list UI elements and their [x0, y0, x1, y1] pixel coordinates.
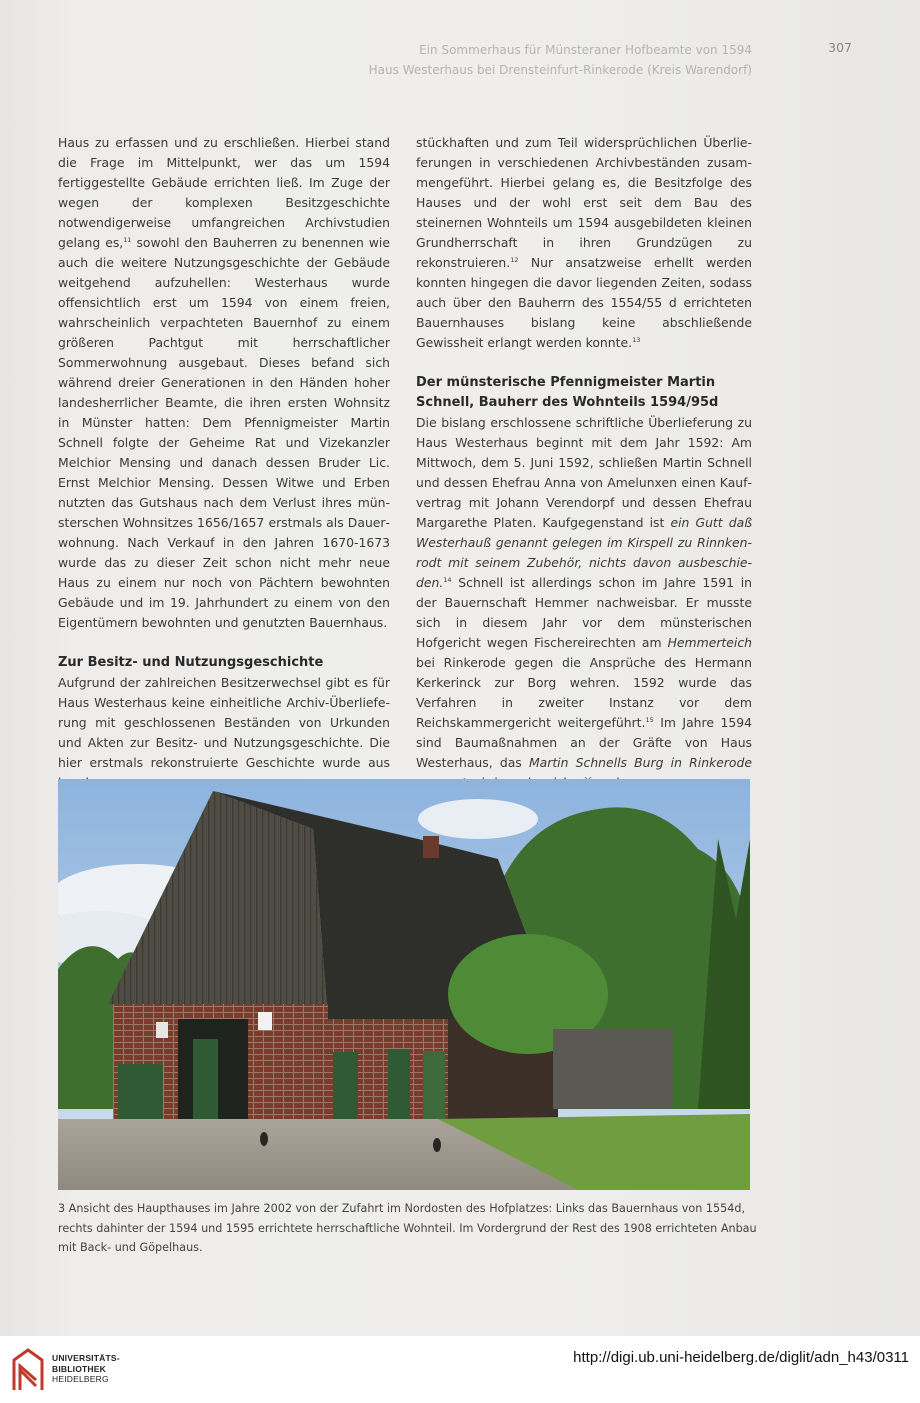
- figure-caption: 3 Ansicht des Haupthauses im Jahre 2002 von der Zufahrt im Nordosten des Hofplatzes: Links das Bauernhaus von 1554d, rechts dahinter der 1594 und 1595 errichtete herrschaftliche Wohnteil. Im Vordergrund der Rest des 1908 errichteten Anbau mit Back- und Göpelhaus.: [58, 1202, 757, 1254]
- window: [258, 1012, 272, 1030]
- running-head-subtitle: Haus Westerhaus bei Drensteinfurt-Rinkerode (Kreis Warendorf): [368, 63, 752, 77]
- footnote-ref[interactable]: 13: [632, 336, 641, 344]
- cat: [433, 1138, 441, 1152]
- footnote-ref[interactable]: 11: [123, 236, 132, 244]
- footnote-ref[interactable]: 15: [645, 716, 654, 724]
- text-column-left: [58, 133, 390, 793]
- window: [156, 1022, 168, 1038]
- cloud: [418, 799, 538, 839]
- wing-door: [333, 1052, 358, 1124]
- text-column-right: [416, 133, 752, 793]
- wing-door: [388, 1049, 410, 1124]
- paragraph: stückhaften und zum Teil widersprüchlichen Überlieferungen in verschiedenen Archivbeständen zusammengeführt. Hierbei gelang es, die Besitzfolge des Hauses und der wohl erst seit dem Bau des steinernen Wohnteils um 1594 ausgebildeten kleinen Grundherrschaft in ihren Grundzügen zu rekonstruieren.$^{12}$ Nur ansatzweise erhellt werden konnten hingegen die davor liegenden Zeiten, sodass auch über den Bauherrn des 1554/55 d errichteten Bauernhauses bislang keine abschließende Gewissheit erlangt werden konnte.$^{13}$: [416, 135, 752, 350]
- wing-door: [423, 1051, 445, 1124]
- chimney: [423, 836, 439, 858]
- section-heading: Der münsterische Pfennigmeister Martin Schnell, Bauherr des Wohnteils 1594/95d: [416, 375, 719, 410]
- rear-shed: [553, 1029, 673, 1109]
- paragraph: Aufgrund der zahlreichen Besitzerwechsel gibt es für Haus Westerhaus keine einheitliche Archiv-Überlieferung mit geschlossenen Beständen von Urkunden und Akten zur Besitz- und Nutzungsgeschichte. Die hier erstmals rekonstruierte Geschichte wurde aus: [58, 675, 390, 770]
- paragraph: Die bislang erschlossene schriftliche Überlieferung zu Haus Westerhaus beginnt mit dem Jahr 1592: Am Mittwoch, dem 5. Juni 1592, schließen Martin Schnell und dessen Ehefrau Anna von Amelunxen einen Kaufvertrag mit Johann Verendorpf und dessen Ehefrau Margarethe Platen. Kaufgegenstand ist ein Gutt daß Westerhauß genannt gelegen im Kirspell zu Rinnkenrodt mit seinem Zubehör, nichts davon ausbeschieden.$^{14}$ Schnell ist allerdings schon im Jahre 1591 in der Bauernschaft Hemmer nachweisbar. Er musste sich in diesem Jahr vor dem münsterischen Hofgericht wegen Fischereirechten am Hemmerteich bei Rinkerode gegen die Ansprüche des Hermann Kerkerinck zur Borg wehren. 1592 wurde das Verfahren in zweiter Instanz vor dem Reichskammergericht weitergeführt.$^{15}$ Im Jahre 1594 sind Baumaßnahmen an der Gräfte von Haus Westerhaus, das Martin Schnells Burg in Rinkerode: [416, 413, 752, 793]
- footer-bar: [0, 1336, 920, 1403]
- farmhouse-photo: [58, 779, 750, 1190]
- section-heading: Zur Besitz- und Nutzungsgeschichte: [58, 655, 324, 670]
- running-head: [369, 40, 752, 80]
- barn-door-center: [193, 1039, 218, 1124]
- barn-door-left: [118, 1064, 163, 1124]
- logo-text: UNIVERSITÄTS- BIBLIOTHEK HEIDELBERG: [52, 1353, 120, 1384]
- footnote-ref[interactable]: 12: [510, 256, 519, 264]
- page-number: 307: [828, 40, 852, 55]
- source-url-link[interactable]: http://digi.ub.uni-heidelberg.de/diglit/adn_h43/0311: [573, 1349, 909, 1366]
- footnote-ref[interactable]: 14: [443, 576, 452, 584]
- paragraph: Haus zu erfassen und zu erschließen. Hierbei stand die Frage im Mittelpunkt, wer das um 1594 fertiggestellte Gebäude errichten ließ. Im Zuge der wegen der komplexen Besitzgeschichte notwendigerweise umfangreichen Archivstudien gelang es,$^{11}$ sowohl den Bauherren zu benennen wie auch die weitere Nutzungsgeschichte der Gebäude weitgehend aufzuhellen: Westerhaus wurde offensichtlich erst um 1594 von einem freien, wahrscheinlich verpachteten Bauernhof zu einem größeren Pachtgut mit herrschaftlicher Sommerwohnung ausgebaut. Dieses befand sich während dreier Generationen in den Händen hoher landesherrlicher Beamte, die ihren ersten Wohnsitz in Münster hatten: Dem Pfennigmeister Martin Schnell folgte der Geheime Rat und Vizekanzler Melchior Mensing und danach dessen Bruder Lic. Ernst Melchior Mensing. Dessen Witwe und Erben nutzten das Gutshaus nach dem Verlust ihres münsterschen Wohnsitzes 1656/1657 erstmals als Dauerwohnung. Nach Verkauf in den Jahren 1670-1673 wurde das zu dieser Zeit schon nicht mehr neue Haus zu einem nur noch von Pächtern bewohnten Gebäude und im 19. Jahrhundert zu einem von den Eigentümern bewohnten und genutzten Bauernhaus.: [58, 135, 390, 630]
- cat: [260, 1132, 268, 1146]
- running-head-title: Ein Sommerhaus für Münsteraner Hofbeamte von 1594: [419, 43, 752, 57]
- farmhouse-illustration: [58, 779, 750, 1190]
- university-library-logo-icon[interactable]: [10, 1346, 46, 1394]
